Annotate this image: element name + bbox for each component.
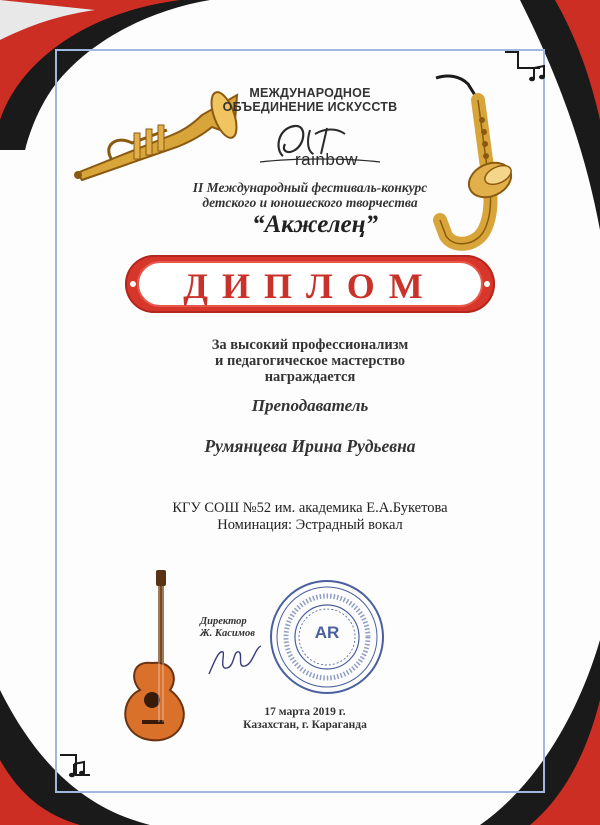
issue-info [220, 706, 390, 732]
festival-line-2: детского и юношеского творчества [202, 195, 418, 210]
organization-line-2: ОБЪЕДИНЕНИЕ ИСКУССТВ [222, 100, 398, 114]
festival-name: “Акжелең” [251, 211, 379, 238]
saxophone-icon [428, 70, 528, 255]
award-line-3: награждается [264, 369, 356, 385]
music-note-icon [68, 760, 88, 780]
art-rainbow-logo [255, 120, 385, 175]
signatory-block [200, 616, 255, 640]
diploma-banner [125, 255, 495, 313]
seal-center-text: AR [314, 623, 340, 642]
recipient-name: Румянцева Ирина Рудьевна [204, 436, 416, 456]
festival-description [150, 180, 470, 210]
recipient-school: КГУ СОШ №52 им. академика Е.А.Букетова [172, 500, 448, 516]
music-note-icon [528, 64, 548, 84]
guitar-icon [112, 568, 192, 743]
issue-place: Казахстан, г. Караганда [243, 719, 367, 731]
signatory-title: Директор [200, 616, 247, 627]
recipient-details [140, 500, 480, 534]
banner-dot [130, 281, 136, 287]
logo-text: rainbow [295, 150, 359, 169]
organization-line-1: МЕЖДУНАРОДНОЕ [249, 86, 371, 100]
recipient-role: Преподаватель [251, 396, 369, 415]
signatory-name: Ж. Касимов [200, 628, 255, 639]
diploma-title: ДИПЛОМ [183, 266, 437, 306]
banner-dot [484, 281, 490, 287]
organization-name [190, 86, 430, 114]
issue-date: 17 марта 2019 г. [264, 706, 346, 718]
signature-image [205, 640, 265, 680]
award-text [160, 337, 460, 385]
award-line-1: За высокий профессионализм [211, 337, 409, 353]
award-line-2: и педагогическое мастерство [215, 353, 405, 369]
organization-seal [268, 578, 386, 696]
festival-line-1: II Международный фестиваль-конкурс [192, 180, 428, 195]
recipient-nomination: Номинация: Эстрадный вокал [217, 517, 403, 533]
